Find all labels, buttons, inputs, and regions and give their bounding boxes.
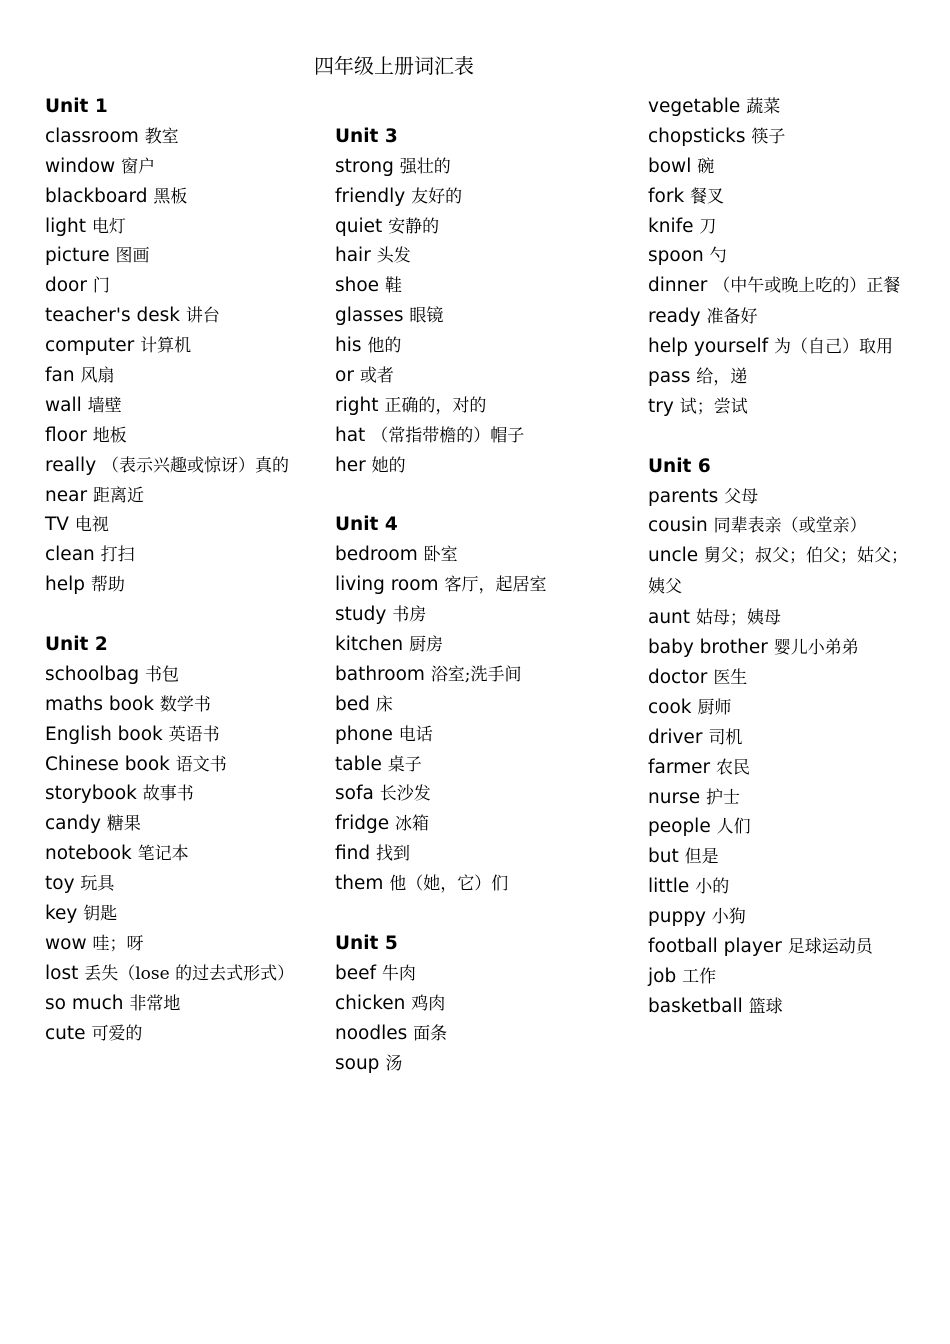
vocab-entry	[335, 839, 625, 869]
vocab-entry	[335, 212, 625, 242]
chinese-meaning: 婴儿小弟弟	[773, 638, 859, 659]
unit-heading: Unit 1	[45, 96, 108, 117]
english-word: door	[45, 275, 87, 297]
chinese-meaning: 英语书	[168, 724, 220, 745]
unit-1-list	[45, 122, 315, 600]
chinese-meaning: 床	[375, 694, 393, 715]
vocab-entry	[335, 540, 625, 570]
chinese-meaning: 钥匙	[83, 904, 118, 925]
vocab-entry	[45, 869, 315, 899]
vocab-entry	[648, 511, 910, 541]
vocab-entry	[45, 182, 315, 212]
vocab-entry	[335, 600, 625, 630]
chinese-meaning: 窗户	[121, 156, 156, 177]
english-word: shoe	[335, 275, 380, 297]
english-word: so much	[45, 992, 124, 1014]
vocab-entry	[335, 1049, 625, 1079]
vocab-entry	[45, 690, 315, 720]
chinese-meaning: 鸡肉	[411, 993, 446, 1014]
chinese-meaning: 数学书	[159, 694, 211, 715]
chinese-meaning: 头发	[376, 246, 411, 267]
chinese-meaning: 同辈表亲（或堂亲）	[713, 516, 867, 537]
chinese-meaning: 正确的，对的	[384, 395, 487, 416]
chinese-meaning: 风扇	[80, 366, 115, 387]
chinese-meaning: 厨房	[409, 635, 444, 656]
chinese-meaning: （中午或晚上吃的）正餐	[713, 276, 901, 297]
english-word: sofa	[335, 783, 374, 805]
english-word: living room	[335, 574, 439, 596]
vocab-entry	[335, 451, 625, 481]
vocab-entry	[45, 271, 315, 301]
spacer	[335, 92, 625, 122]
chinese-meaning: 墙壁	[87, 395, 122, 416]
chinese-meaning: 电灯	[91, 216, 126, 237]
chinese-meaning: 桌子	[387, 754, 422, 775]
english-word: light	[45, 215, 87, 237]
chinese-meaning: 安静的	[388, 216, 440, 237]
english-word: dinner	[648, 275, 708, 297]
chinese-meaning: 厨师	[697, 697, 732, 718]
english-word: or	[335, 365, 354, 387]
spacer	[335, 481, 625, 511]
english-word: blackboard	[45, 185, 148, 207]
chinese-meaning: 司机	[708, 727, 743, 748]
vocab-entry	[335, 959, 625, 989]
vocab-entry	[335, 421, 625, 451]
chinese-meaning: 或者	[359, 366, 394, 387]
chinese-meaning: 牛肉	[381, 963, 416, 984]
chinese-meaning: 他（她，它）们	[389, 874, 509, 895]
english-word: teacher's desk	[45, 305, 180, 327]
vocab-entry	[648, 962, 910, 992]
vocab-entry	[335, 241, 625, 271]
chinese-meaning: 电视	[74, 515, 109, 536]
unit-5-list	[335, 959, 625, 1079]
vocab-entry	[45, 929, 315, 959]
vocab-entry	[648, 902, 910, 932]
english-word: cook	[648, 696, 692, 718]
vocab-entry	[335, 779, 625, 809]
vocab-entry	[648, 182, 910, 212]
english-word: parents	[648, 485, 719, 507]
vocab-entry	[335, 301, 625, 331]
chinese-meaning: 冰箱	[395, 814, 430, 835]
english-word: clean	[45, 544, 95, 566]
english-word: little	[648, 876, 690, 898]
vocab-entry	[648, 212, 910, 242]
english-word: window	[45, 155, 116, 177]
unit-4-list	[335, 540, 625, 899]
chinese-meaning: 蔬菜	[746, 97, 781, 117]
vocab-entry	[45, 660, 315, 690]
vocab-entry	[648, 332, 910, 362]
vocab-entry	[45, 510, 315, 540]
vocab-entry	[45, 152, 315, 182]
vocab-entry	[45, 959, 315, 989]
chinese-meaning: 鞋	[384, 276, 402, 297]
english-word: puppy	[648, 906, 706, 928]
vocab-entry	[648, 812, 910, 842]
vocab-entry	[45, 451, 315, 481]
english-word: lost	[45, 962, 79, 984]
chinese-meaning: 书房	[392, 605, 427, 626]
vocab-entry	[648, 541, 910, 603]
vocab-entry	[648, 603, 910, 633]
vocab-entry	[335, 152, 625, 182]
english-word: driver	[648, 726, 703, 748]
english-word: storybook	[45, 783, 137, 805]
english-word: vegetable	[648, 96, 741, 117]
english-word: job	[648, 965, 677, 987]
english-word: basketball	[648, 995, 743, 1017]
column-3	[648, 92, 910, 1022]
vocab-entry	[45, 720, 315, 750]
vocab-entry	[335, 391, 625, 421]
chinese-meaning: 篮球	[748, 996, 783, 1017]
english-word: strong	[335, 155, 394, 177]
english-word: friendly	[335, 185, 406, 207]
vocab-entry	[45, 481, 315, 511]
english-word: people	[648, 816, 711, 838]
chinese-meaning: （表示兴趣或惊讶）真的	[102, 455, 290, 476]
chinese-meaning: 电话	[398, 724, 433, 745]
english-word: hair	[335, 245, 371, 267]
vocab-entry	[648, 633, 910, 663]
chinese-meaning: 非常地	[129, 993, 181, 1014]
english-word: baby brother	[648, 637, 768, 659]
english-word: fridge	[335, 813, 390, 835]
vocab-entry	[648, 392, 910, 422]
vocab-entry	[648, 932, 910, 962]
vocab-entry	[648, 663, 910, 693]
english-word: quiet	[335, 215, 383, 237]
unit-heading: Unit 2	[45, 634, 108, 656]
vocab-entry	[648, 362, 910, 392]
unit-heading: Unit 4	[335, 514, 398, 536]
chinese-meaning: 门	[92, 276, 110, 297]
vocab-entry	[335, 660, 625, 690]
english-word: bed	[335, 693, 370, 715]
vocab-entry	[335, 570, 625, 600]
english-word: really	[45, 454, 97, 476]
english-word: fork	[648, 185, 685, 207]
vocab-entry	[335, 750, 625, 780]
chinese-meaning: 刀	[699, 216, 717, 237]
vocab-entry	[648, 271, 910, 302]
chinese-meaning: 距离近	[92, 485, 144, 506]
vocab-entry	[45, 989, 315, 1019]
english-word: right	[335, 394, 379, 416]
vocab-entry	[45, 809, 315, 839]
english-word: find	[335, 843, 371, 865]
english-word: bathroom	[335, 663, 425, 685]
chinese-meaning: 碗	[697, 156, 715, 177]
chinese-meaning: 汤	[385, 1053, 403, 1074]
spacer	[45, 600, 315, 630]
chinese-meaning: 为（自己）取用	[774, 337, 894, 358]
vocab-entry	[45, 570, 315, 600]
vocab-entry	[45, 540, 315, 570]
vocab-entry	[45, 122, 315, 152]
vocab-entry	[45, 899, 315, 929]
chinese-meaning: 可爱的	[91, 1023, 143, 1044]
english-word: his	[335, 335, 362, 357]
vocab-entry	[648, 152, 910, 182]
english-word: fan	[45, 365, 75, 387]
chinese-meaning: 工作	[682, 966, 717, 987]
chinese-meaning: 父母	[724, 486, 759, 507]
chinese-meaning: 护士	[705, 787, 740, 808]
vocab-entry	[335, 331, 625, 361]
vocab-entry	[45, 779, 315, 809]
spacer	[648, 422, 910, 452]
vocab-entry	[45, 212, 315, 242]
vocab-entry	[45, 421, 315, 451]
english-word: beef	[335, 962, 377, 984]
chinese-meaning: 糖果	[106, 814, 141, 835]
english-word: floor	[45, 424, 87, 446]
english-word: key	[45, 903, 78, 925]
vocab-entry	[648, 693, 910, 723]
english-word: toy	[45, 873, 75, 895]
spacer	[335, 899, 625, 929]
chinese-meaning: 医生	[713, 667, 748, 688]
vocab-entry	[335, 271, 625, 301]
chinese-meaning: 眼镜	[409, 306, 444, 327]
english-word: noodles	[335, 1022, 408, 1044]
unit-3-list	[335, 152, 625, 481]
english-word: kitchen	[335, 634, 404, 656]
chinese-meaning: 准备好	[706, 307, 758, 328]
vocab-entry	[45, 361, 315, 391]
chinese-meaning: 卧室	[423, 545, 458, 566]
page-title: 四年级上册词汇表	[314, 54, 474, 78]
english-word: chicken	[335, 992, 406, 1014]
chinese-meaning: 浴室;洗手间	[430, 664, 522, 685]
vocab-entry	[335, 630, 625, 660]
vocab-entry	[648, 783, 910, 813]
chinese-meaning: 教室	[144, 126, 179, 147]
vocab-entry	[45, 839, 315, 869]
chinese-meaning: 黑板	[153, 186, 188, 207]
english-word: picture	[45, 245, 110, 267]
english-word: football player	[648, 935, 782, 957]
chinese-meaning: 友好的	[411, 186, 463, 207]
english-word: cousin	[648, 515, 708, 537]
english-word: table	[335, 753, 382, 775]
english-word: chopsticks	[648, 125, 746, 147]
chinese-meaning: 打扫	[100, 545, 135, 566]
chinese-meaning: 人们	[716, 817, 751, 838]
english-word: knife	[648, 215, 694, 237]
chinese-meaning: 筷子	[751, 126, 786, 147]
vocab-entry	[335, 182, 625, 212]
english-word: but	[648, 846, 679, 868]
vocab-entry	[45, 331, 315, 361]
english-word: maths book	[45, 693, 154, 715]
english-word: phone	[335, 723, 393, 745]
chinese-meaning: 玩具	[80, 874, 115, 895]
vocab-entry	[648, 753, 910, 783]
vocab-entry	[648, 241, 910, 271]
chinese-meaning: 小的	[695, 877, 730, 898]
vocab-entry	[45, 301, 315, 331]
vocab-entry	[648, 842, 910, 872]
english-word: classroom	[45, 125, 139, 147]
chinese-meaning: 故事书	[142, 784, 194, 805]
chinese-meaning: 姑母；姨母	[695, 608, 781, 629]
chinese-meaning: 面条	[413, 1023, 448, 1044]
chinese-meaning: 小狗	[711, 907, 746, 928]
chinese-meaning: 餐叉	[690, 186, 725, 207]
vocab-entry	[648, 723, 910, 753]
column-2	[335, 92, 625, 1078]
english-word: TV	[45, 514, 69, 536]
vocab-entry	[648, 122, 910, 152]
chinese-meaning: 帮助	[90, 575, 125, 596]
vocab-entry	[45, 241, 315, 271]
chinese-meaning: 讲台	[185, 306, 220, 327]
chinese-meaning: 强壮的	[399, 156, 451, 177]
vocab-entry	[45, 1019, 315, 1049]
english-word: bedroom	[335, 544, 418, 566]
vocab-entry	[45, 750, 315, 780]
column-1	[45, 92, 315, 1049]
english-word: computer	[45, 335, 135, 357]
chinese-meaning: 足球运动员	[787, 936, 873, 957]
unit-heading: Unit 5	[335, 932, 398, 954]
chinese-meaning: 长沙发	[379, 784, 431, 805]
english-word: pass	[648, 366, 691, 388]
english-word: spoon	[648, 245, 704, 267]
vocab-entry	[335, 869, 625, 899]
chinese-meaning: 语文书	[175, 754, 227, 775]
vocab-entry	[335, 809, 625, 839]
english-word: soup	[335, 1052, 380, 1074]
chinese-meaning: 舅父；叔父；伯父；姑父；姨父	[648, 546, 909, 598]
english-word: notebook	[45, 843, 132, 865]
chinese-meaning: 但是	[684, 847, 719, 868]
chinese-meaning: 试；尝试	[679, 396, 748, 417]
vocab-entry	[648, 482, 910, 512]
english-word: them	[335, 873, 384, 895]
unit-6-list	[648, 482, 910, 1022]
english-word: near	[45, 484, 88, 506]
english-word: bowl	[648, 155, 692, 177]
chinese-meaning: 农民	[716, 757, 751, 778]
english-word: her	[335, 454, 366, 476]
vocab-entry	[45, 391, 315, 421]
chinese-meaning: 计算机	[140, 336, 192, 357]
vocab-entry	[648, 872, 910, 902]
chinese-meaning: 书包	[145, 664, 180, 685]
english-word: uncle	[648, 545, 699, 567]
chinese-meaning: 他的	[367, 336, 402, 357]
chinese-meaning: 图画	[115, 246, 150, 267]
english-word: schoolbag	[45, 663, 140, 685]
unit-heading: Unit 3	[335, 125, 398, 147]
english-word: Chinese book	[45, 753, 170, 775]
chinese-meaning: 给，递	[696, 367, 748, 388]
english-word: hat	[335, 424, 366, 446]
chinese-meaning: 笔记本	[137, 844, 189, 865]
english-word: nurse	[648, 786, 701, 808]
vocab-entry	[648, 302, 910, 332]
vocab-entry	[648, 92, 910, 122]
vocab-entry	[335, 720, 625, 750]
english-word: doctor	[648, 666, 708, 688]
chinese-meaning: 她的	[371, 455, 406, 476]
english-word: study	[335, 604, 387, 626]
english-word: cute	[45, 1022, 86, 1044]
vocab-entry	[335, 1019, 625, 1049]
english-word: aunt	[648, 607, 691, 629]
vocab-entry	[335, 690, 625, 720]
english-word: ready	[648, 306, 701, 328]
unit-heading: Unit 6	[648, 455, 711, 477]
vocab-entry	[335, 989, 625, 1019]
english-word: help	[45, 574, 85, 596]
english-word: help yourself	[648, 336, 769, 358]
unit-2-list	[45, 660, 315, 1049]
english-word: glasses	[335, 305, 404, 327]
chinese-meaning: 哇；呀	[92, 933, 144, 954]
vocab-entry	[335, 361, 625, 391]
chinese-meaning: 客厅，起居室	[444, 575, 547, 596]
english-word: candy	[45, 813, 101, 835]
english-word: wall	[45, 394, 82, 416]
english-word: try	[648, 395, 674, 417]
chinese-meaning: 勺	[709, 246, 727, 267]
english-word: wow	[45, 932, 87, 954]
chinese-meaning: 丢失（lose 的过去式形式）	[84, 963, 295, 984]
chinese-meaning: 地板	[92, 425, 127, 446]
vocab-entry	[648, 992, 910, 1022]
chinese-meaning: （常指带檐的）帽子	[371, 425, 525, 446]
english-word: farmer	[648, 756, 711, 778]
chinese-meaning: 找到	[376, 844, 411, 865]
unit-5-list-continued	[648, 92, 910, 422]
english-word: English book	[45, 723, 163, 745]
